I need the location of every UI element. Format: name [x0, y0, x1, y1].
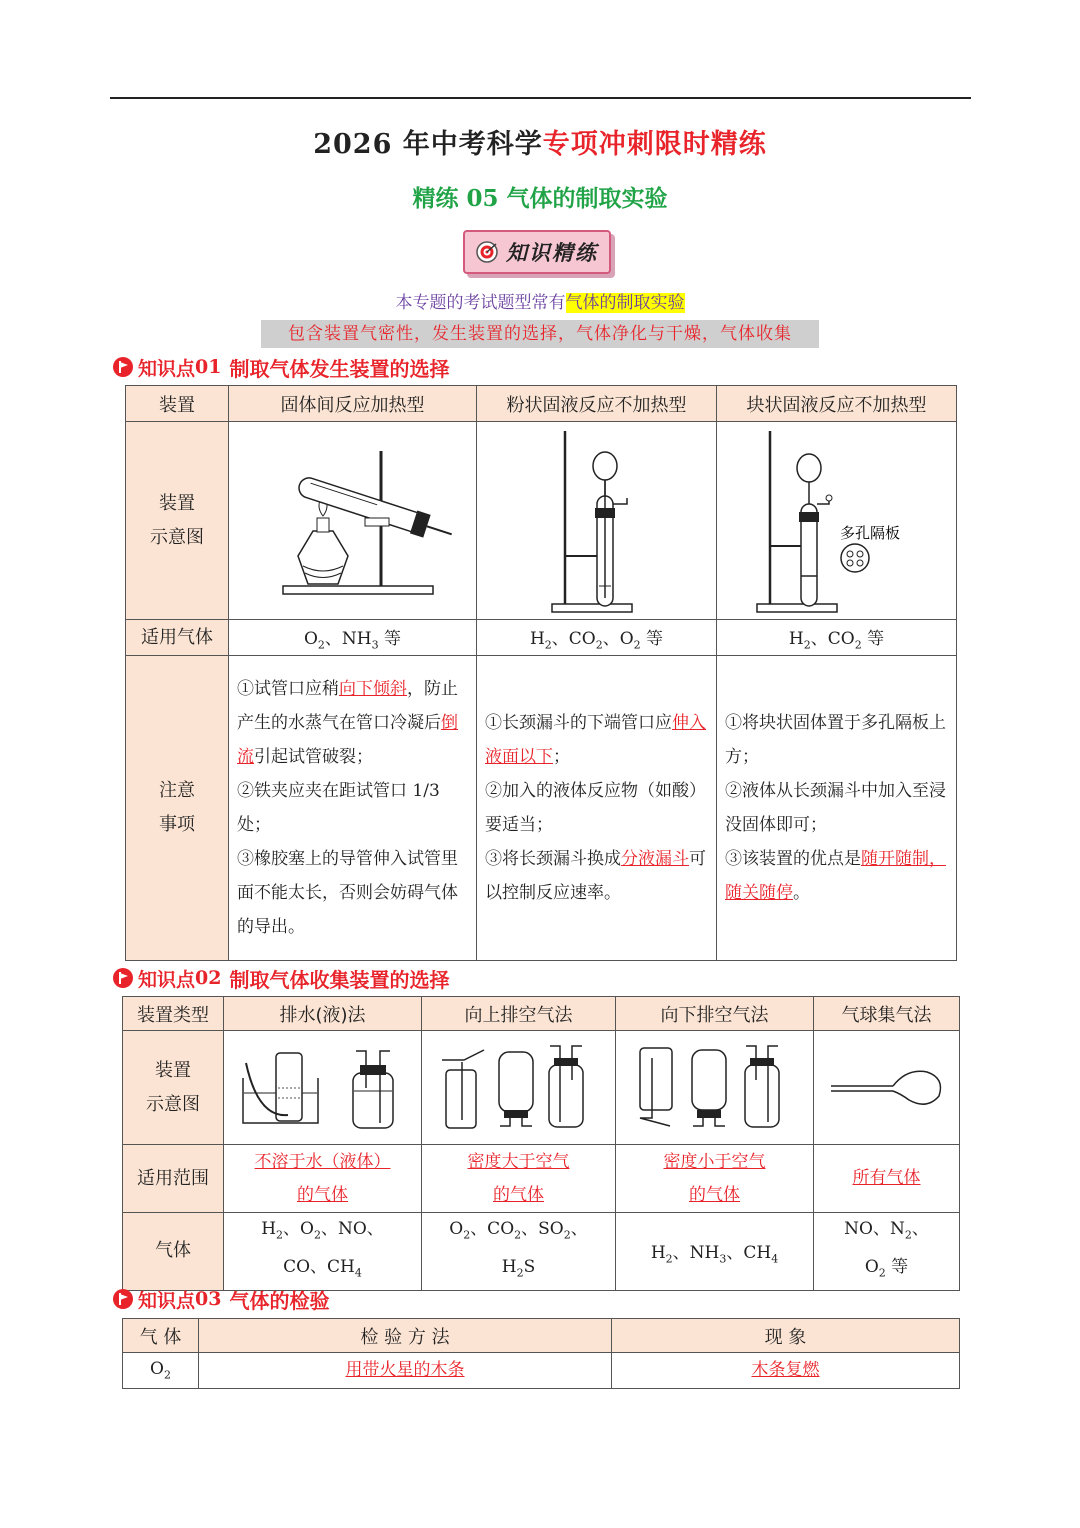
row-header-diagram: 装置 示意图 [126, 422, 229, 620]
col-header: 向下排空气法 [616, 997, 814, 1031]
row-header-notes: 注意 事项 [126, 656, 229, 961]
downward-air-diagram [616, 1031, 814, 1145]
page-title: 2026 年中考科学专项冲刺限时精练 [313, 129, 767, 160]
flag-icon [112, 1288, 134, 1310]
col-header: 排水(液)法 [224, 997, 422, 1031]
kp1-heading: 知识点 01 制取气体发生装置的选择 [112, 352, 449, 382]
gas-cell: $O_2$、$CO_2$、$SO_2$、 $H_2S$ [422, 1213, 616, 1291]
intro-line-1: 本专题的考试题型常有气体的制取实验 [395, 293, 685, 313]
kp1-table [125, 385, 957, 961]
col-header: 固体间反应加热型 [229, 386, 477, 422]
scope-cell: 密度小于空气 的气体 [616, 1145, 814, 1213]
col-header: 装置 [126, 386, 229, 422]
row-header-gas: 气体 [123, 1213, 224, 1291]
kp3-heading: 知识点 03 气体的检验 [112, 1284, 329, 1314]
gas-cell: $H_2$、$O_2$、NO、 CO、$CH_4$ [224, 1213, 422, 1291]
notes-cell: ①试管口应稍向下倾斜，防止产生的水蒸气在管口冷凝后倒流引起试管破裂； ②铁夹应夹在距试管口 1/3 处； ③橡胶塞上的导管伸入试管里面不能太长，否则会妨碍气体的导出。 [229, 656, 477, 961]
scope-cell: 不溶于水（液体） 的气体 [224, 1145, 422, 1213]
gas-cell: $O_2$、$NH_3$ 等 [229, 620, 477, 656]
phenomenon-cell: 木条复燃 [612, 1353, 960, 1389]
balloon-diagram [814, 1031, 960, 1145]
notes-cell: ①将块状固体置于多孔隔板上方； ②液体从长颈漏斗中加入至浸没固体即可； ③该装置的优点是随开随制，随关随停。 [717, 656, 957, 961]
heating-apparatus-diagram [229, 422, 477, 620]
flag-icon [112, 356, 134, 378]
scope-cell: 密度大于空气 的气体 [422, 1145, 616, 1213]
col-header: 气 体 [123, 1319, 199, 1353]
method-cell: 用带火星的木条 [199, 1353, 612, 1389]
upward-air-diagram [422, 1031, 616, 1145]
lump-apparatus-diagram [717, 422, 957, 620]
gas-cell: $H_2$、$CO_2$ 等 [717, 620, 957, 656]
flag-icon [112, 967, 134, 989]
row-header-diagram: 装置 示意图 [123, 1031, 224, 1145]
col-header: 现 象 [612, 1319, 960, 1353]
gas-cell: NO、$N_2$、 $O_2$ 等 [814, 1213, 960, 1291]
gas-cell: $O_2$ [123, 1353, 199, 1389]
table-row [123, 1353, 960, 1389]
top-rule [110, 97, 971, 99]
row-header-scope: 适用范围 [123, 1145, 224, 1213]
col-header: 块状固液反应不加热型 [717, 386, 957, 422]
water-displacement-diagram [224, 1031, 422, 1145]
scope-cell: 所有气体 [814, 1145, 960, 1213]
row-header-gas: 适用气体 [126, 620, 229, 656]
kp2-table [122, 996, 960, 1291]
gas-cell: $H_2$、$CO_2$、$O_2$ 等 [477, 620, 717, 656]
col-header: 装置类型 [123, 997, 224, 1031]
kp2-heading: 知识点 02 制取气体收集装置的选择 [112, 963, 449, 993]
badge-label: 知识精练 [506, 240, 598, 265]
notes-cell: ①长颈漏斗的下端管口应伸入液面以下； ②加入的液体反应物（如酸）要适当； ③将长颈漏斗换成分液漏斗可以控制反应速率。 [477, 656, 717, 961]
powder-apparatus-diagram [477, 422, 717, 620]
kp3-table [122, 1318, 960, 1389]
col-header: 向上排空气法 [422, 997, 616, 1031]
col-header: 气球集气法 [814, 997, 960, 1031]
perforated-plate-label: 多孔隔板 [839, 523, 900, 542]
gas-cell: $H_2$、$NH_3$、$CH_4$ [616, 1213, 814, 1291]
intro-line-2: 包含装置气密性，发生装置的选择，气体净化与干燥，气体收集 [261, 320, 819, 348]
target-icon [476, 241, 498, 263]
page-subtitle: 精练 05 气体的制取实验 [412, 185, 668, 212]
col-header: 粉状固液反应不加热型 [477, 386, 717, 422]
knowledge-badge [463, 230, 615, 278]
col-header: 检 验 方 法 [199, 1319, 612, 1353]
